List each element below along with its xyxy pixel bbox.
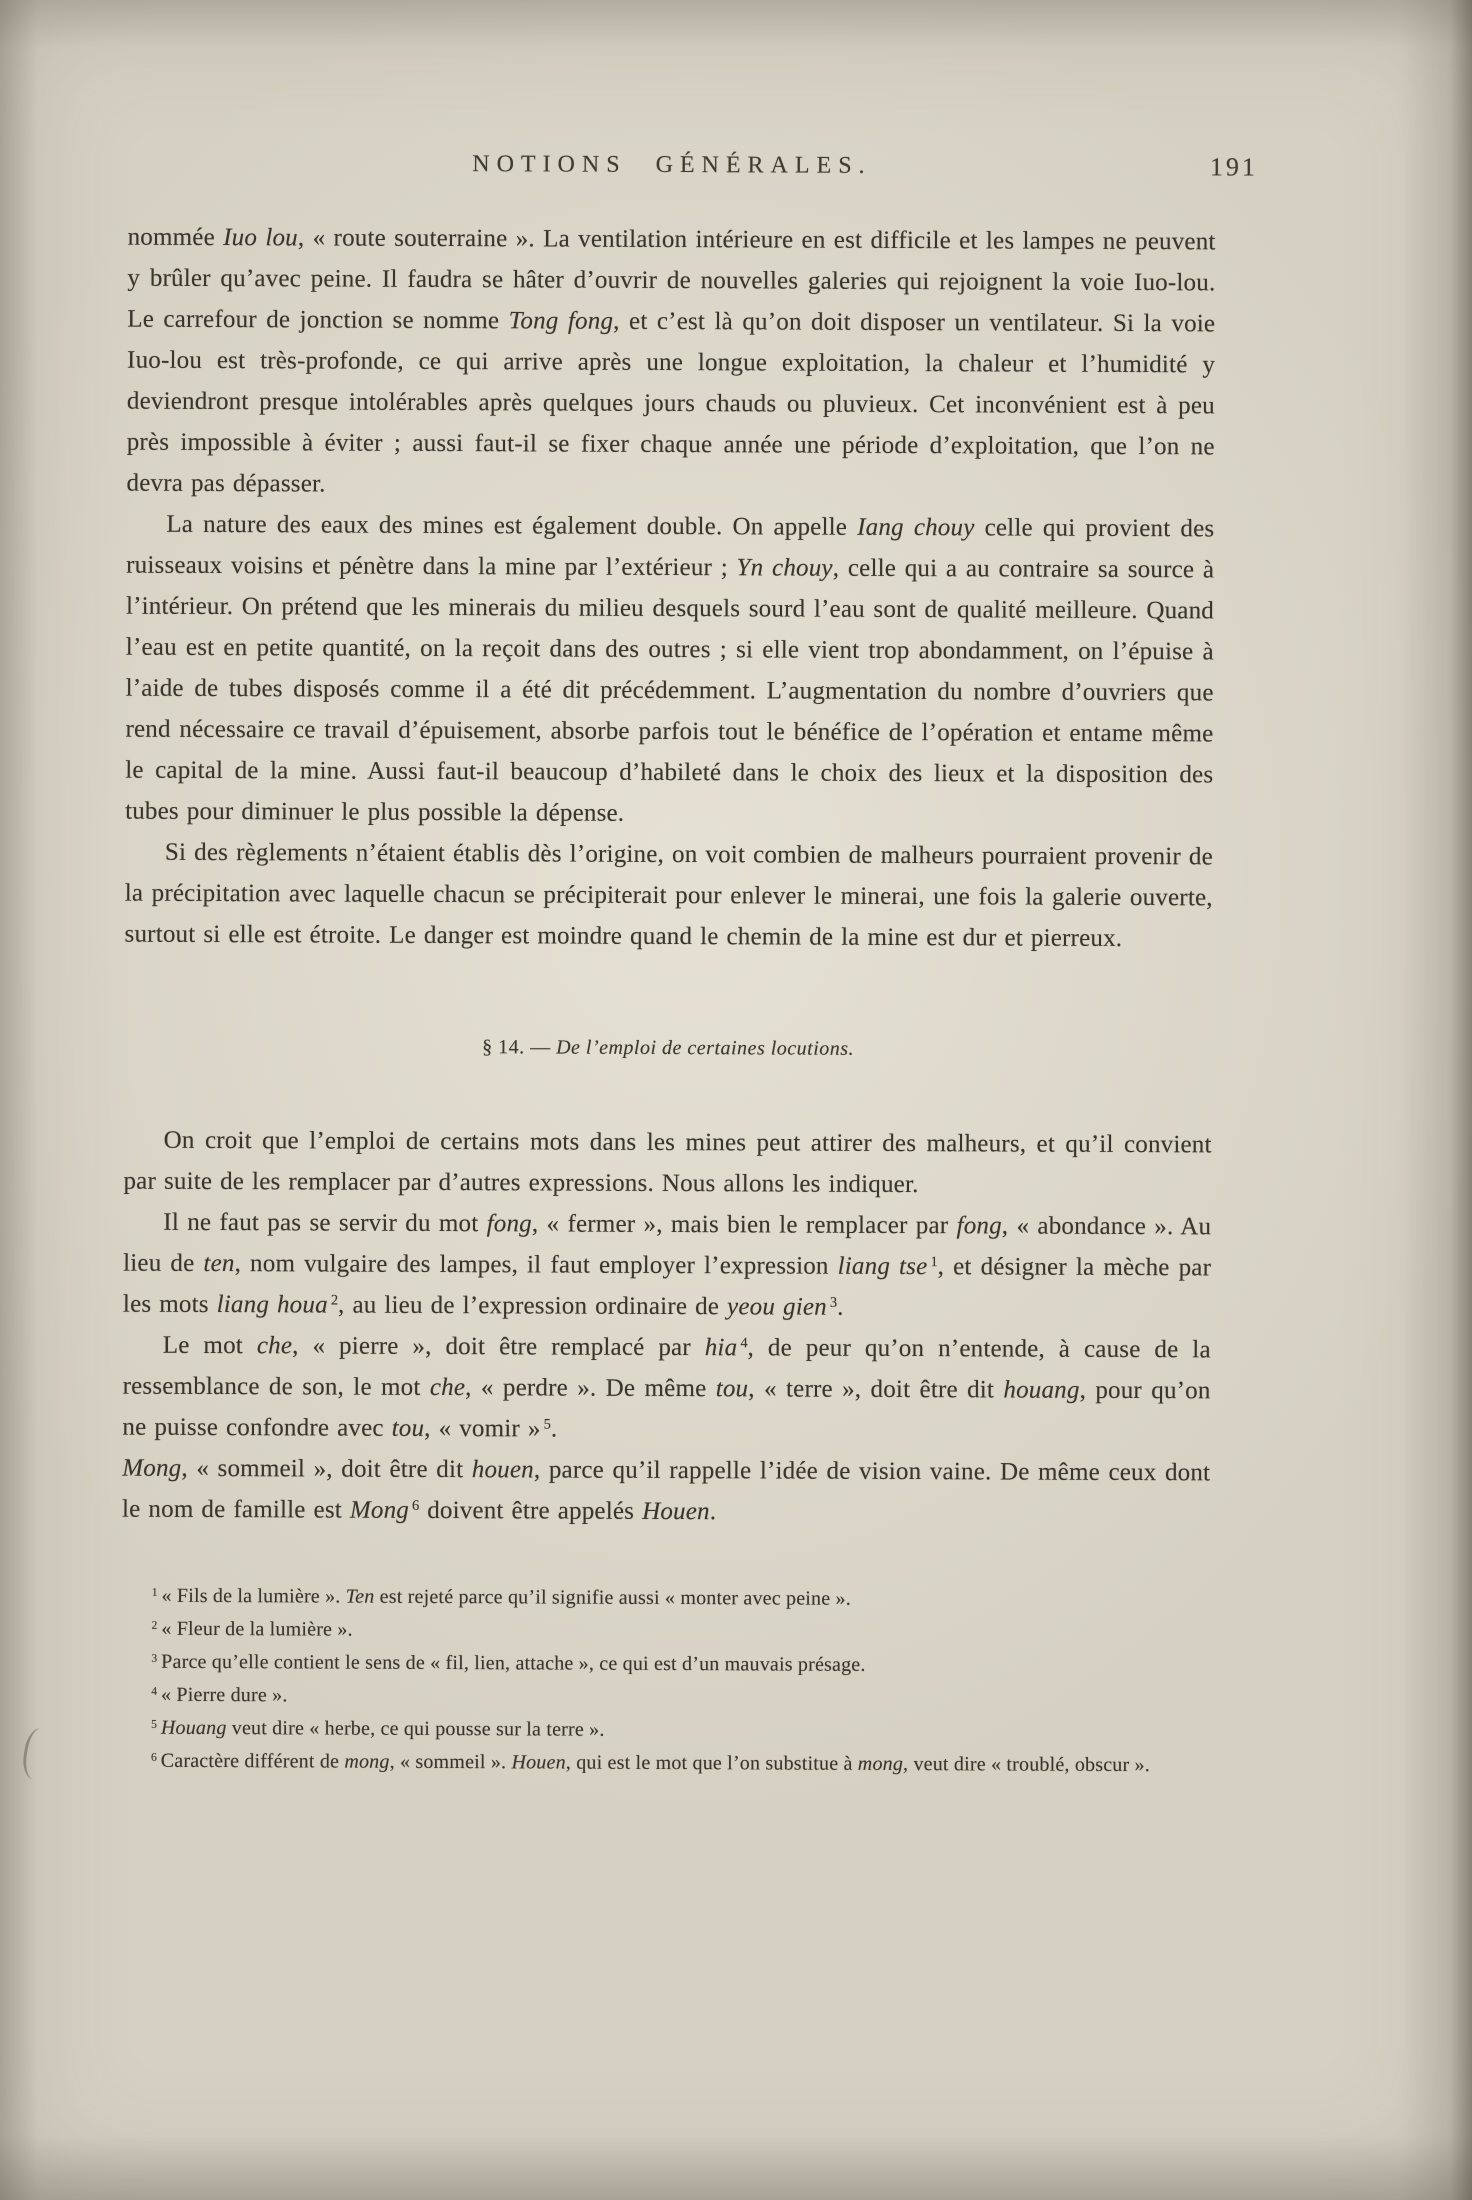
paragraph-2: La nature des eaux des mines est également double. On appelle Iang chouy celle qui provient des ruisseaux voisins et pénètre dans la mine par l’extérieur ; Yn chouy, celle qui a au contraire sa source à l’intérieur. On prétend que les minerais du milieu desquels sourd l’eau sont de qualité meilleure. Quand l’eau est en petite quantité, on la reçoit dans des outres ; si elle vient trop abondamment, on l’épuise à l’aide de tubes disposés comme il a été dit précédemment. L’augmentation du nombre d’ouvriers que rend nécessaire ce travail d’épuisement, absorbe parfois tout le bénéfice de l’opération et entame même le capital de la mine. Aussi faut-il beaucoup d’habileté dans le choix des lieux et la disposition des tubes pour diminuer le plus possible la dépense. — [125, 510, 1215, 827]
section-heading-number: § 14. — — [482, 1036, 557, 1059]
section-heading — [124, 1035, 1212, 1063]
page-number: 191 — [1209, 152, 1259, 182]
footnote-6: $^6$ Caractère différent de mong, « sommeil ». Houen, qui est le mot que l’on substitue à mong, veut dire « troublé, obscur ». — [150, 1749, 1151, 1777]
footnote-1: $^1$ « Fils de la lumière ». Ten est rejeté parce qu’il signifie aussi « monter avec peine ». — [151, 1584, 851, 1610]
running-head-title: NOTIONS GÉNÉRALES. — [472, 151, 872, 179]
paragraph-7: Mong, « sommeil », doit être dit houen, parce qu’il rappelle l’idée de vision vaine. De même ceux dont le nom de famille est Mong $^6$ doivent être appelés Houen. — [122, 1454, 1211, 1526]
paragraph-5: Il ne faut pas se servir du mot fong, « fermer », mais bien le remplacer par fong, « abondance ». Au lieu de ten, nom vulgaire des lampes, il faut employer l’expression liang tse $^1$, et désigner la mèche par les mots liang houa $^2$, au lieu de l’expression ordinaire de yeou gien $^3$. — [122, 1208, 1212, 1321]
running-head — [128, 150, 1259, 182]
body-text — [121, 217, 1216, 1783]
footnote-5: $^5$ Houang veut dire « herbe, ce qui pousse sur la terre ». — [151, 1716, 605, 1741]
scan-artifact-mark — [20, 1726, 55, 1782]
footnote-3: $^3$ Parce qu’elle contient le sens de « fil, lien, attache », ce qui est d’un mauvais présage. — [151, 1650, 866, 1676]
paragraph-6: Le mot che, « pierre », doit être remplacé par hia $^4$, de peur qu’on n’entende, à cause de la ressemblance de son, le mot che, « perdre ». De même tou, « terre », doit être dit houang, pour qu’on ne puisse confondre avec tou, « vomir » $^5$. — [122, 1331, 1211, 1443]
paragraph-4: On croit que l’emploi de certains mots dans les mines peut attirer des malheurs, et qu’il convient par suite de les remplacer par d’autres expressions. Nous allons les indiquer. — [123, 1126, 1212, 1199]
paragraph-3: Si des règlements n’étaient établis dès l’origine, on voit combien de malheurs pourraient provenir de la précipitation avec laquelle chacun se précipiterait pour enlever le minerai, une fois la galerie ouverte, surtout si elle est étroite. Le danger est moindre quand le chemin de la mine est dur et pierreux. — [124, 838, 1213, 952]
footnote-2: $^2$ « Fleur de la lumière ». — [151, 1617, 353, 1641]
footnote-4: $^4$ « Pierre dure ». — [151, 1683, 288, 1707]
page-content — [121, 150, 1259, 1783]
paragraph-1: nommée Iuo lou, « route souterraine ». La ventilation intérieure en est difficile et les lampes ne peuvent y brûler qu’avec peine. Il faudra se hâter d’ouvrir de nouvelles galeries qui rejoignent la voie Iuo-lou. Le carrefour de jonction se nomme Tong fong, et c’est là qu’on doit disposer un ventilateur. Si la voie Iuo-lou est très-profonde, ce qui arrive après une longue exploitation, la chaleur et l’humidité y deviendront presque intolérables après quelques jours chauds ou pluvieux. Cet inconvénient est à peu près impossible à éviter ; aussi faut-il se fixer chaque année une période d’exploitation, que l’on ne devra pas dépasser. — [126, 223, 1216, 498]
footnotes — [121, 1580, 1210, 1783]
section-heading-title: De l’emploi de certaines locutions. — [556, 1036, 855, 1060]
